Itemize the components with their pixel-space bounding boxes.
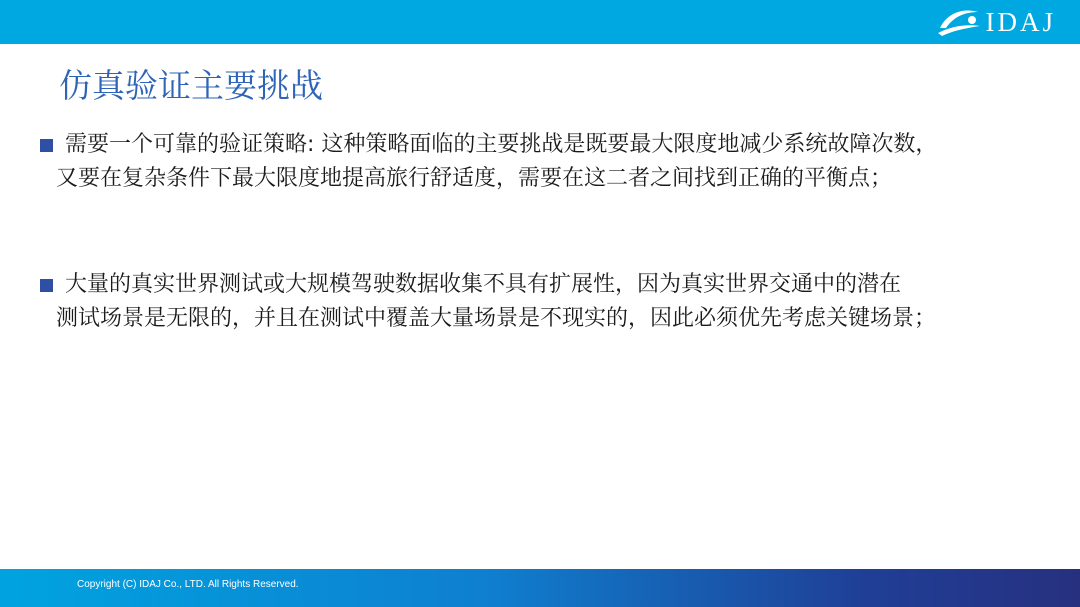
bullet-item (40, 268, 1050, 336)
slide-title: 仿真验证主要挑战 (59, 66, 323, 105)
bullet-text: 又要在复杂条件下最大限度地提高旅行舒适度，需要在这二者之间找到正确的平衡点； (56, 166, 893, 191)
footer-bar (0, 569, 1080, 607)
bullet-text: 需要一个可靠的验证策略: 这种策略面临的主要挑战是既要最大限度地减少系统故障次数， (65, 132, 938, 157)
bullet-item (40, 128, 1050, 196)
square-bullet-icon (40, 139, 53, 152)
bullet-line (40, 302, 1050, 336)
bullet-text: 大量的真实世界测试或大规模驾驶数据收集不具有扩展性，因为真实世界交通中的潜在 (65, 272, 902, 297)
bullet-line (40, 162, 1050, 196)
square-bullet-icon (40, 279, 53, 292)
header-bar (0, 0, 1080, 44)
bullet-text: 测试场景是无限的，并且在测试中覆盖大量场景是不现实的，因此必须优先考虑关键场景； (56, 306, 937, 331)
logo-wordmark: IDAJ (985, 6, 1056, 37)
bullet-line (40, 128, 1050, 162)
bullet-line (40, 268, 1050, 302)
copyright-text: Copyright (C) IDAJ Co., LTD. All Rights Reserved. (77, 579, 299, 590)
company-logo (934, 6, 1057, 38)
idaj-swoosh-icon (934, 6, 984, 38)
